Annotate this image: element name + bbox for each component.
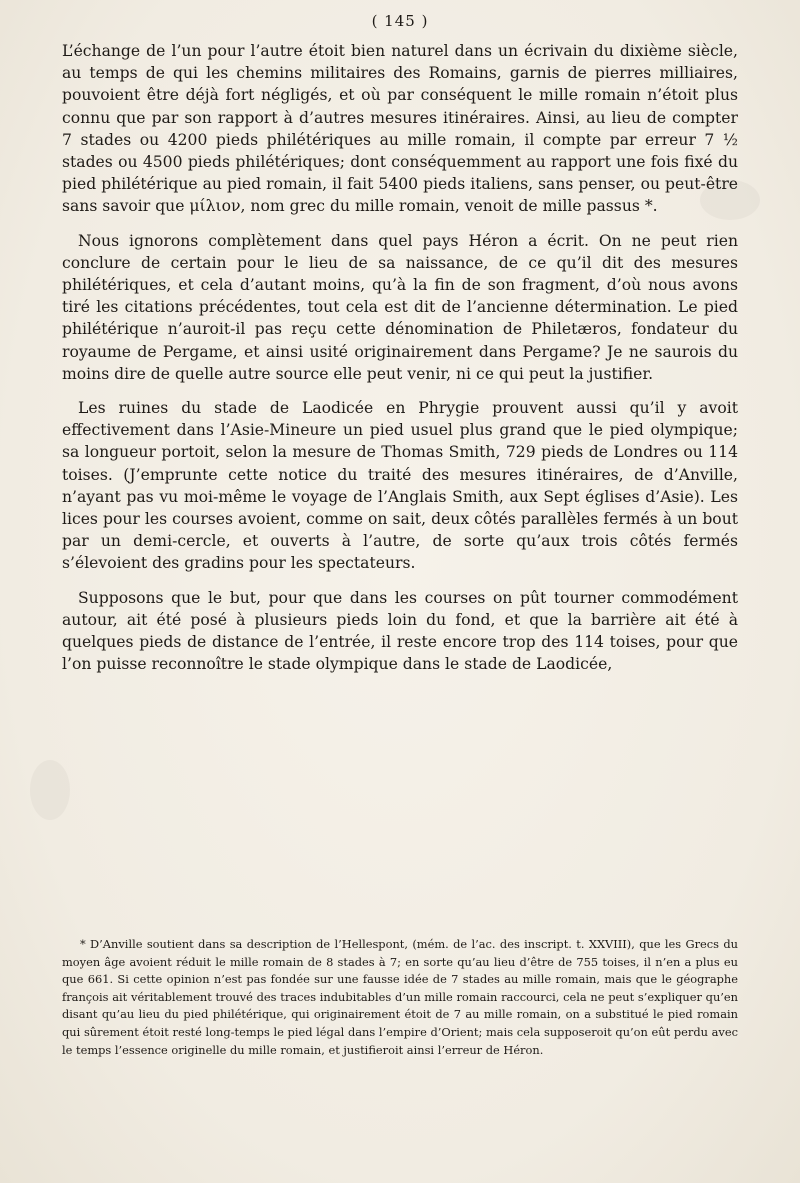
paragraph-4: Supposons que le but, pour que dans les courses on pût tourner commodément autour, ait été posé à plusieurs pieds loin du fond, et que la barrière ait été à quelques pieds de distance de l’entrée, il reste encore trop des 114 toises, pour que l’on puisse reconnoître le stade olympique dans le stade de Laodicée, bbox=[62, 588, 738, 674]
paragraph-3: Les ruines du stade de Laodicée en Phrygie prouvent aussi qu’il y avoit effectivement dans l’Asie-Mineure un pied usuel plus grand que le pied olympique; sa longueur portoit, selon la mesure de Thomas Smith, 729 pieds de Londres ou 114 toises. (J’emprunte cette notice du traité des mesures itinéraires, de d’Anville, n’ayant pas vu moi-même le voyage de l’Anglais Smith, aux Sept églises d’Asie). Les lices pour les courses avoient, comme on sait, deux côtés parallèles fermés à un bout par un demi-cercle, et ouverts à l’autre, de sorte qu’aux trois côtés fermés s’élevoient des gradins pour les spectateurs. bbox=[62, 399, 738, 573]
page-number-header: ( 145 ) bbox=[371, 12, 429, 30]
footnote: * D’Anville soutient dans sa description de l’Hellespont, (mém. de l’ac. des inscript. t. XXVIII), que les Grecs du moyen âge avoient réduit le mille romain de 8 stades à 7; en sorte qu’au lieu d’être de 755 toises, il n’en a plus eu que 661. Si cette opinion n’est pas fondée sur une fausse idée de 7 stades au mille romain, mais que le géographe françois ait véritablement trouvé des traces indubitables d’un mille romain raccourci, cela ne peut s’expliquer qu’en disant qu’au lieu du pied philétérique, qui originairement étoit de 7 au mille romain, on a substitué le pied romain qui sûrement étoit resté long-temps le pied légal dans l’empire d’Orient; mais cela supposeroit qu’on eût perdu avec le temps l’essence originelle du mille romain, et justifieroit ainsi l’erreur de Héron. bbox=[62, 937, 738, 1057]
paragraph-1: L’échange de l’un pour l’autre étoit bien naturel dans un écrivain du dixième siècle, au temps de qui les chemins militaires des Romains, garnis de pierres milliaires, pouvoient être déjà fort négligés, et où par conséquent le mille romain n’étoit plus connu que par son rapport à d’autres mesures itinéraires. Ainsi, au lieu de compter 7 stades ou 4200 pieds philétériques au mille romain, il compte par erreur 7 ½ stades ou 4500 pieds philétériques; dont conséquemment au rapport une fois fixé du pied philétérique au pied romain, il fait 5400 pieds italiens, sans penser, ou peut-être sans savoir que μίλιον, nom grec du mille romain, venoit de mille passus *. bbox=[62, 42, 738, 216]
paragraph-2: Nous ignorons complètement dans quel pays Héron a écrit. On ne peut rien conclure de certain pour le lieu de sa naissance, de ce qu’il dit des mesures philétériques, et cela d’autant moins, qu’à la fin de son fragment, d’où nous avons tiré les citations précédentes, tout cela est dit de l’ancienne détermination. Le pied philétérique n’auroit-il pas reçu cette dénomination de Philetæros, fondateur du royaume de Pergame, et ainsi usité originairement dans Pergame? Je ne saurois du moins dire de quelle autre source elle peut venir, ni ce qui peut la justifier. bbox=[62, 231, 738, 383]
main-text bbox=[62, 40, 738, 675]
paper-stain bbox=[30, 760, 70, 820]
